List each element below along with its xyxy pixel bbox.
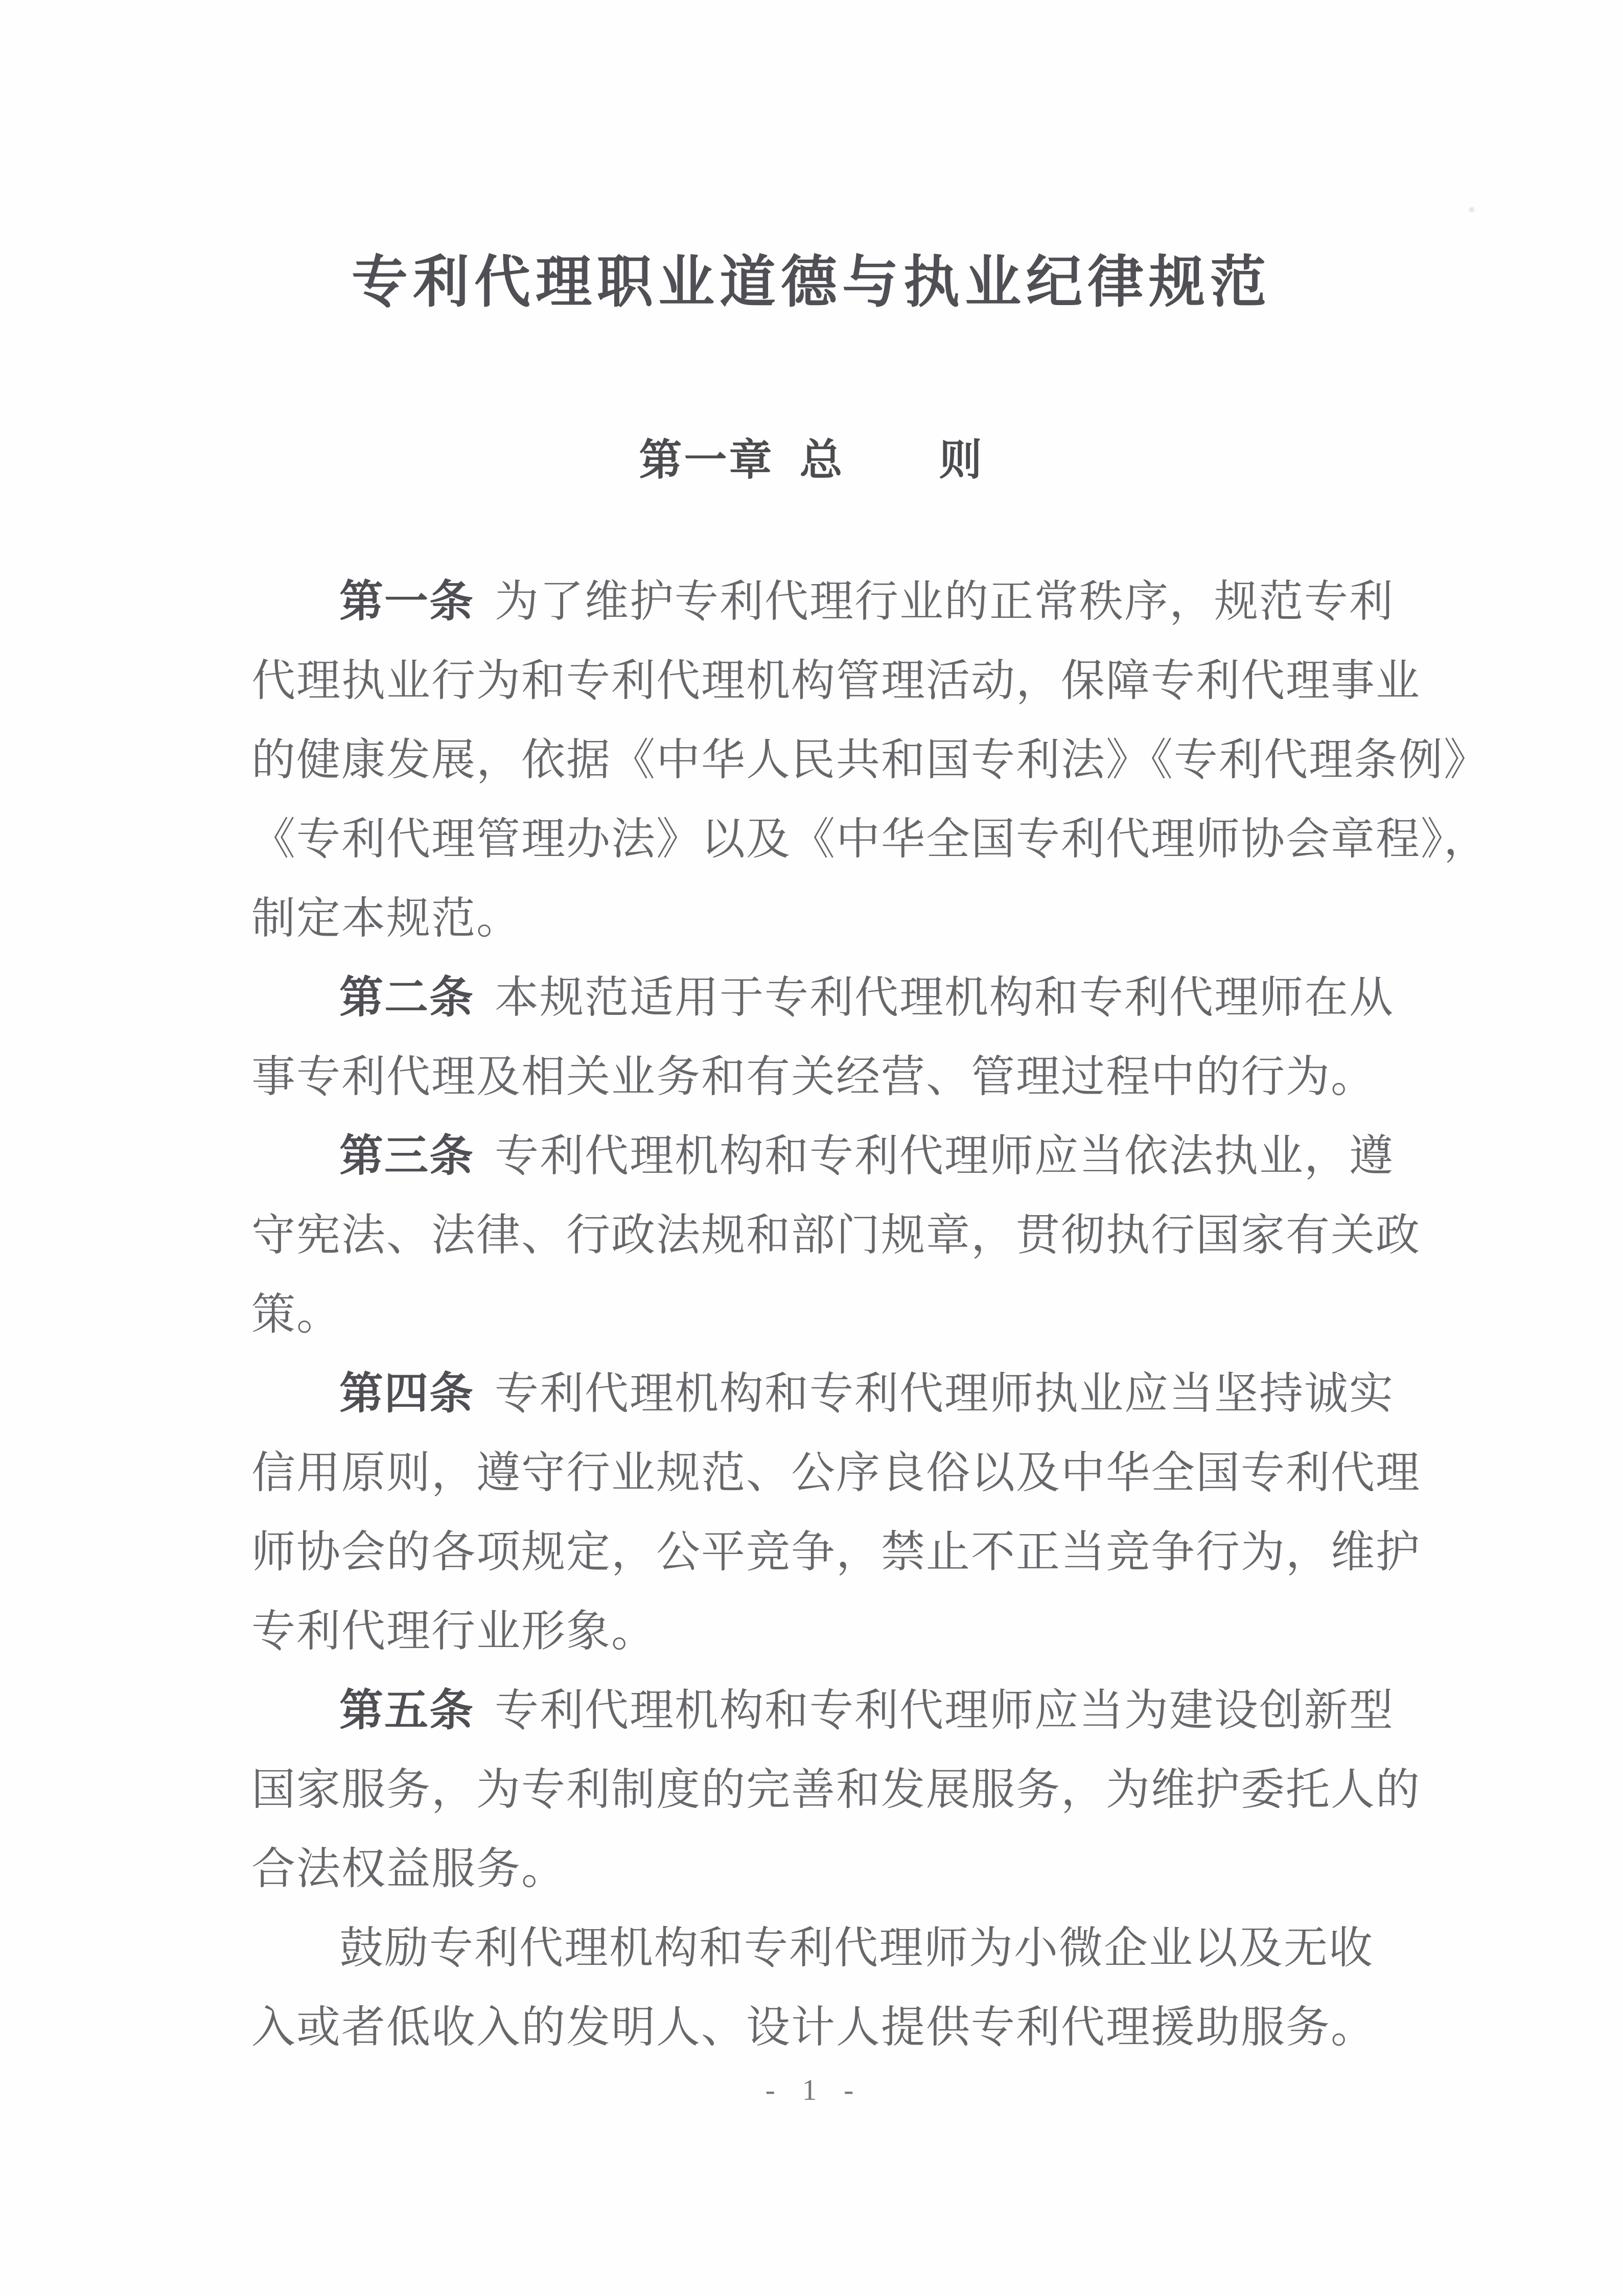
- line-text: 的健康发展，依据《中华人民共和国专利法》《专利代理条例》: [251, 735, 1489, 784]
- line-text: 为了维护专利代理行业的正常秩序，规范专利: [495, 577, 1394, 626]
- body-line: [251, 879, 1410, 958]
- body-line: [251, 721, 1489, 800]
- chapter-word-right: 则: [939, 436, 984, 484]
- line-text: 专利代理机构和专利代理师应当依法执业，遵: [495, 1131, 1394, 1180]
- document-body: [251, 562, 1489, 2067]
- line-text: 入或者低收入的发明人、设计人提供专利代理援助服务。: [251, 2003, 1376, 2052]
- article-number: 第四条: [339, 1369, 474, 1418]
- line-text: 《专利代理管理办法》以及《中华全国专利代理师协会章程》，: [251, 815, 1489, 864]
- body-line: [251, 1117, 1410, 1196]
- body-line: [251, 1037, 1410, 1117]
- body-line: [251, 1909, 1410, 1988]
- body-line: [251, 1592, 1410, 1671]
- line-text: 事专利代理及相关业务和有关经营、管理过程中的行为。: [251, 1052, 1376, 1101]
- line-text: 专利代理机构和专利代理师执业应当坚持诚实: [495, 1369, 1394, 1418]
- article-number: 第二条: [339, 973, 474, 1022]
- article-number: 第五条: [339, 1686, 474, 1735]
- line-text: 守宪法、法律、行政法规和部门规章，贯彻执行国家有关政: [251, 1211, 1421, 1260]
- line-text: 专利代理机构和专利代理师应当为建设创新型: [495, 1686, 1394, 1735]
- body-line: [251, 1433, 1421, 1513]
- body-line: [251, 1988, 1410, 2067]
- line-text: 信用原则，遵守行业规范、公序良俗以及中华全国专利代理: [251, 1448, 1421, 1497]
- line-text: 鼓励专利代理机构和专利代理师为小微企业以及无收: [339, 1923, 1374, 1973]
- chapter-heading: [0, 429, 1623, 491]
- page-number: - 1 -: [765, 2073, 858, 2106]
- body-line: [251, 562, 1410, 641]
- line-text: 策。: [251, 1290, 341, 1339]
- scan-artifact: [1468, 206, 1476, 213]
- line-text: 制定本规范。: [251, 894, 521, 943]
- line-text: 专利代理行业形象。: [251, 1607, 656, 1656]
- body-line: [251, 1513, 1421, 1592]
- document-title: 专利代理职业道德与执业纪律规范: [352, 251, 1271, 314]
- line-text: 国家服务，为专利制度的完善和发展服务，为维护委托人的: [251, 1765, 1421, 1814]
- body-line: [251, 800, 1489, 879]
- body-line: [251, 1829, 1410, 1909]
- line-text: 代理执业行为和专利代理机构管理活动，保障专利代理事业: [251, 656, 1421, 705]
- chapter-number: 第一章: [639, 436, 774, 484]
- body-line: [251, 1671, 1410, 1750]
- line-text: 本规范适用于专利代理机构和专利代理师在从: [495, 973, 1394, 1022]
- body-line: [251, 1354, 1410, 1433]
- body-line: [251, 1196, 1421, 1275]
- body-line: [251, 958, 1410, 1037]
- line-text: 合法权益服务。: [251, 1844, 566, 1893]
- article-number: 第一条: [339, 577, 474, 626]
- article-number: 第三条: [339, 1131, 474, 1180]
- chapter-word-left: 总: [799, 436, 845, 484]
- body-line: [251, 1275, 1410, 1354]
- body-line: [251, 1750, 1421, 1829]
- line-text: 师协会的各项规定，公平竞争，禁止不正当竞争行为，维护: [251, 1527, 1421, 1576]
- body-line: [251, 641, 1421, 721]
